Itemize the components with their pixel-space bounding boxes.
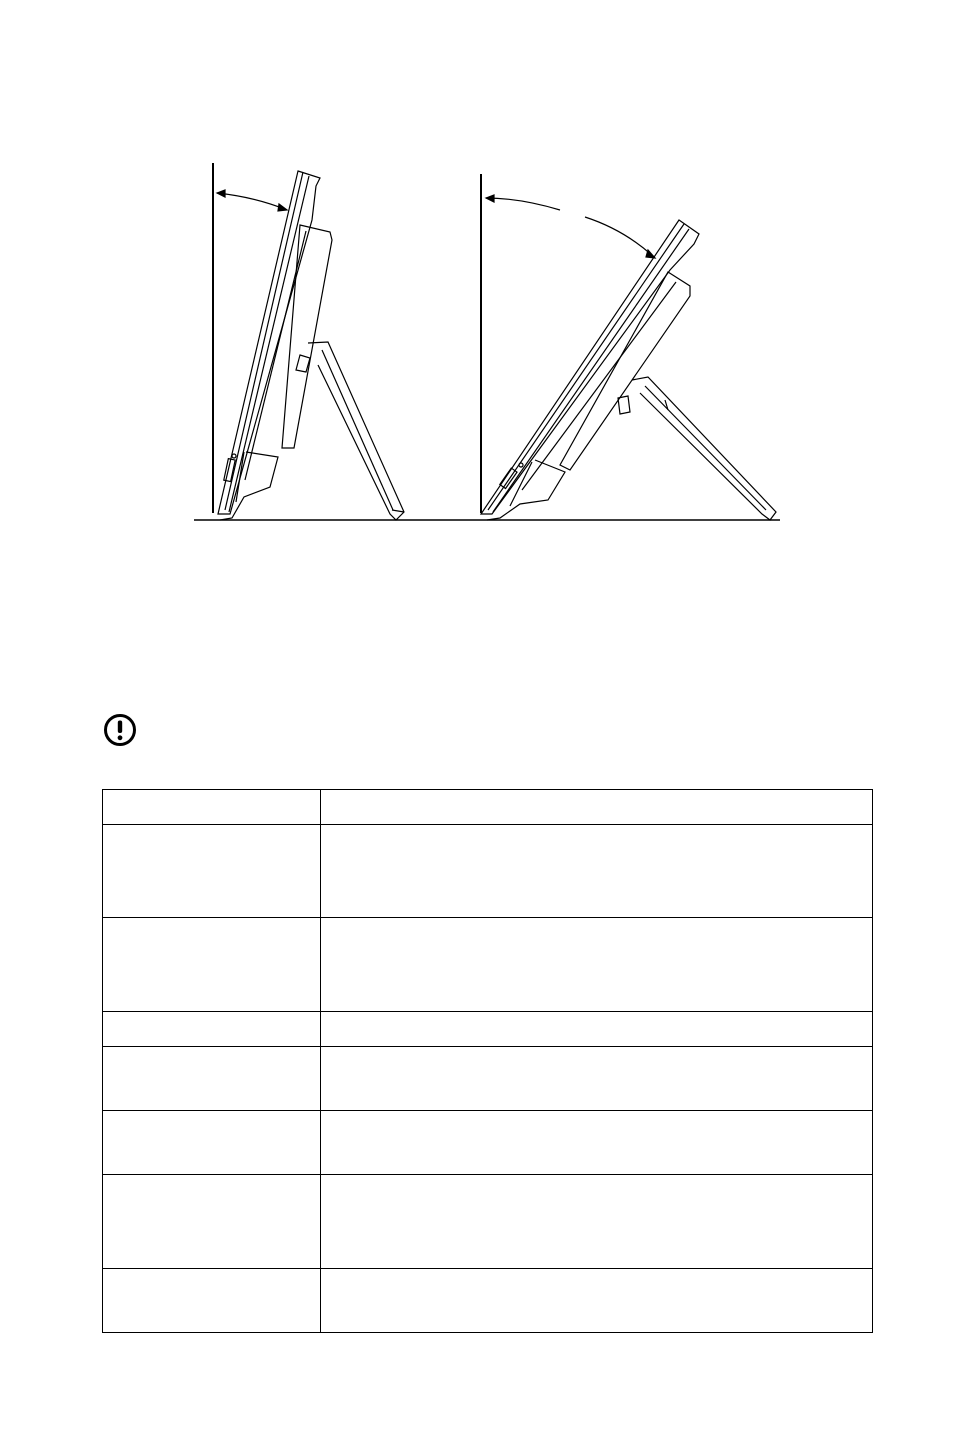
tilt-illustration xyxy=(0,0,954,560)
table-cell-value xyxy=(321,1111,873,1175)
table-cell-value xyxy=(321,918,873,1012)
table-cell-label xyxy=(103,918,321,1012)
tilt-angle-arc xyxy=(217,193,287,210)
rear-housing xyxy=(560,272,690,470)
table-row xyxy=(103,1047,873,1111)
tilt-angle-arc xyxy=(486,198,560,210)
table-row xyxy=(103,1012,873,1047)
tilt-diagram-svg xyxy=(0,0,954,560)
table-cell-label xyxy=(103,825,321,918)
spec-table xyxy=(102,789,873,1333)
table-cell-label xyxy=(103,1111,321,1175)
table-row xyxy=(103,1269,873,1333)
table-row xyxy=(103,825,873,918)
tilt-large-view xyxy=(481,174,776,520)
table-cell-label xyxy=(103,1269,321,1333)
table-cell-value xyxy=(321,1269,873,1333)
table-cell-value xyxy=(321,1047,873,1111)
table-cell-label xyxy=(103,790,321,825)
stand-leg xyxy=(308,342,404,520)
arc-arrowhead xyxy=(278,204,287,211)
table-cell-label xyxy=(103,1012,321,1047)
table-cell-value xyxy=(321,1012,873,1047)
side-button xyxy=(224,459,235,482)
exclamation-circle-icon xyxy=(103,713,137,747)
table-row xyxy=(103,790,873,825)
table-cell-label xyxy=(103,1175,321,1269)
table-cell-value xyxy=(321,825,873,918)
tilt-small-view xyxy=(213,163,404,520)
table-cell-label xyxy=(103,1047,321,1111)
table-row xyxy=(103,918,873,1012)
bottom-base xyxy=(487,460,565,520)
table-row xyxy=(103,1111,873,1175)
table-cell-value xyxy=(321,790,873,825)
table-row xyxy=(103,1175,873,1269)
table-cell-value xyxy=(321,1175,873,1269)
